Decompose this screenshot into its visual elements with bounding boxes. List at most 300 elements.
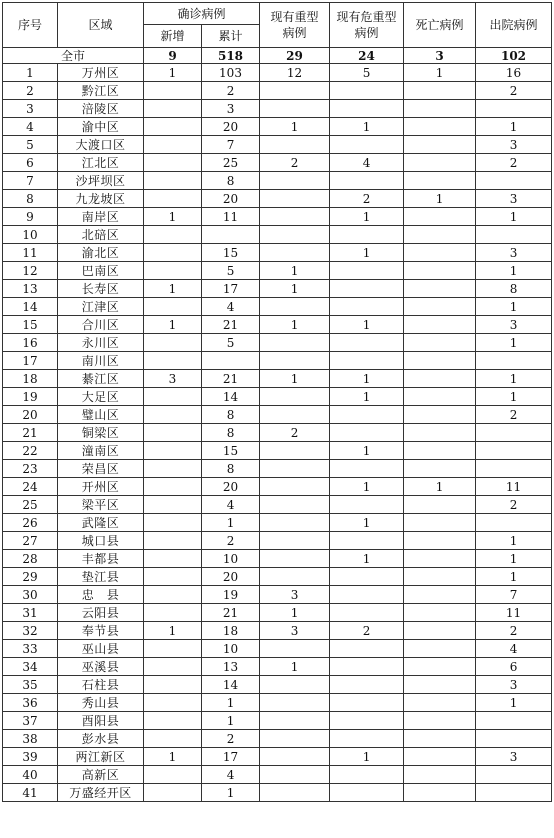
new-cell [144, 496, 202, 514]
severe-cell [260, 640, 330, 658]
cumulative-cell: 14 [202, 676, 260, 694]
table-row [3, 460, 552, 478]
region-cell: 沙坪坝区 [58, 172, 144, 190]
index-cell: 14 [3, 298, 58, 316]
severe-cell [260, 334, 330, 352]
region-cell: 巫溪县 [58, 658, 144, 676]
cumulative-cell: 7 [202, 136, 260, 154]
severe-cell [260, 478, 330, 496]
index-cell: 39 [3, 748, 58, 766]
table-row [3, 586, 552, 604]
table-row [3, 604, 552, 622]
index-cell: 24 [3, 478, 58, 496]
new-cell [144, 154, 202, 172]
cumulative-cell: 18 [202, 622, 260, 640]
cumulative-cell: 15 [202, 442, 260, 460]
deaths-cell [404, 424, 476, 442]
region-cell: 大渡口区 [58, 136, 144, 154]
cumulative-cell: 19 [202, 586, 260, 604]
deaths-cell [404, 550, 476, 568]
severe-cell: 1 [260, 658, 330, 676]
table-row [3, 514, 552, 532]
table-row [3, 784, 552, 802]
deaths-cell [404, 82, 476, 100]
new-cell [144, 514, 202, 532]
new-cell [144, 460, 202, 478]
severe-cell [260, 352, 330, 370]
severe-cell: 1 [260, 118, 330, 136]
severe-cell [260, 406, 330, 424]
deaths-cell [404, 118, 476, 136]
deaths-cell [404, 154, 476, 172]
discharged-cell [476, 226, 552, 244]
table-row [3, 64, 552, 82]
index-cell: 9 [3, 208, 58, 226]
index-cell: 32 [3, 622, 58, 640]
cumulative-cell: 4 [202, 298, 260, 316]
critical-cell [330, 100, 404, 118]
critical-cell [330, 226, 404, 244]
new-cell [144, 532, 202, 550]
index-cell: 30 [3, 586, 58, 604]
critical-cell [330, 298, 404, 316]
cumulative-cell: 2 [202, 730, 260, 748]
table-row [3, 676, 552, 694]
cumulative-cell: 5 [202, 262, 260, 280]
region-cell: 秀山县 [58, 694, 144, 712]
critical-cell: 1 [330, 442, 404, 460]
index-cell: 36 [3, 694, 58, 712]
region-cell: 铜梁区 [58, 424, 144, 442]
discharged-cell: 1 [476, 532, 552, 550]
region-cell: 大足区 [58, 388, 144, 406]
deaths-cell [404, 388, 476, 406]
deaths-cell [404, 658, 476, 676]
index-cell: 8 [3, 190, 58, 208]
new-cell [144, 244, 202, 262]
discharged-cell: 1 [476, 388, 552, 406]
table-row [3, 388, 552, 406]
region-cell: 丰都县 [58, 550, 144, 568]
table-row [3, 478, 552, 496]
table-row [3, 298, 552, 316]
table-row [3, 406, 552, 424]
severe-cell: 3 [260, 586, 330, 604]
new-cell: 1 [144, 64, 202, 82]
discharged-cell [476, 100, 552, 118]
new-cell: 1 [144, 280, 202, 298]
table-row [3, 82, 552, 100]
severe-cell: 2 [260, 154, 330, 172]
header-severe: 现有重型 病例 [260, 3, 330, 48]
header-region: 区域 [58, 3, 144, 48]
table-row [3, 100, 552, 118]
index-cell: 17 [3, 352, 58, 370]
new-cell [144, 172, 202, 190]
table-row [3, 712, 552, 730]
table-row [3, 730, 552, 748]
index-cell: 16 [3, 334, 58, 352]
severe-cell [260, 550, 330, 568]
region-cell: 巫山县 [58, 640, 144, 658]
deaths-cell [404, 496, 476, 514]
new-cell [144, 118, 202, 136]
severe-cell: 1 [260, 262, 330, 280]
new-cell [144, 352, 202, 370]
region-cell: 合川区 [58, 316, 144, 334]
new-cell [144, 568, 202, 586]
critical-cell: 2 [330, 190, 404, 208]
region-cell: 酉阳县 [58, 712, 144, 730]
deaths-cell [404, 280, 476, 298]
total-critical: 24 [330, 48, 404, 64]
new-cell [144, 586, 202, 604]
index-cell: 11 [3, 244, 58, 262]
discharged-cell: 7 [476, 586, 552, 604]
discharged-cell: 1 [476, 550, 552, 568]
region-cell: 黔江区 [58, 82, 144, 100]
severe-cell [260, 226, 330, 244]
new-cell [144, 604, 202, 622]
region-cell: 忠 县 [58, 586, 144, 604]
discharged-cell [476, 352, 552, 370]
new-cell [144, 100, 202, 118]
table-row [3, 370, 552, 388]
cumulative-cell: 2 [202, 532, 260, 550]
total-severe: 29 [260, 48, 330, 64]
index-cell: 10 [3, 226, 58, 244]
new-cell: 1 [144, 748, 202, 766]
header-critical: 现有危重型 病例 [330, 3, 404, 48]
region-cell: 永川区 [58, 334, 144, 352]
severe-cell [260, 694, 330, 712]
discharged-cell [476, 424, 552, 442]
severe-cell [260, 730, 330, 748]
index-cell: 22 [3, 442, 58, 460]
header-new: 新增 [144, 25, 202, 48]
region-cell: 綦江区 [58, 370, 144, 388]
deaths-cell [404, 586, 476, 604]
cumulative-cell: 1 [202, 694, 260, 712]
deaths-cell [404, 532, 476, 550]
severe-cell [260, 568, 330, 586]
cumulative-cell: 103 [202, 64, 260, 82]
index-cell: 25 [3, 496, 58, 514]
index-cell: 13 [3, 280, 58, 298]
severe-cell [260, 766, 330, 784]
cumulative-cell: 8 [202, 172, 260, 190]
discharged-cell: 1 [476, 370, 552, 388]
table-row [3, 568, 552, 586]
critical-cell [330, 496, 404, 514]
table-body [3, 64, 552, 802]
index-cell: 27 [3, 532, 58, 550]
deaths-cell: 1 [404, 478, 476, 496]
header-confirmed: 确诊病例 [144, 3, 260, 25]
new-cell [144, 442, 202, 460]
cumulative-cell: 15 [202, 244, 260, 262]
region-cell: 梁平区 [58, 496, 144, 514]
new-cell [144, 406, 202, 424]
index-cell: 3 [3, 100, 58, 118]
cumulative-cell [202, 226, 260, 244]
total-deaths: 3 [404, 48, 476, 64]
region-cell: 长寿区 [58, 280, 144, 298]
discharged-cell: 3 [476, 676, 552, 694]
new-cell: 1 [144, 316, 202, 334]
total-discharged: 102 [476, 48, 552, 64]
table-row [3, 550, 552, 568]
index-cell: 33 [3, 640, 58, 658]
cumulative-cell: 4 [202, 766, 260, 784]
region-cell: 北碚区 [58, 226, 144, 244]
new-cell [144, 388, 202, 406]
cumulative-cell: 25 [202, 154, 260, 172]
cumulative-cell: 4 [202, 496, 260, 514]
table-row [3, 172, 552, 190]
new-cell: 1 [144, 208, 202, 226]
table-row [3, 226, 552, 244]
deaths-cell [404, 406, 476, 424]
region-cell: 彭水县 [58, 730, 144, 748]
cumulative-cell: 20 [202, 118, 260, 136]
cumulative-cell: 21 [202, 316, 260, 334]
critical-cell [330, 406, 404, 424]
critical-cell [330, 532, 404, 550]
critical-cell: 1 [330, 748, 404, 766]
cumulative-cell: 20 [202, 568, 260, 586]
new-cell: 3 [144, 370, 202, 388]
deaths-cell [404, 370, 476, 388]
discharged-cell: 4 [476, 640, 552, 658]
discharged-cell: 2 [476, 154, 552, 172]
deaths-cell [404, 604, 476, 622]
discharged-cell [476, 766, 552, 784]
region-cell: 江北区 [58, 154, 144, 172]
discharged-cell [476, 514, 552, 532]
cumulative-cell: 11 [202, 208, 260, 226]
severe-cell [260, 100, 330, 118]
total-cumulative: 518 [202, 48, 260, 64]
critical-cell: 1 [330, 244, 404, 262]
discharged-cell: 2 [476, 82, 552, 100]
index-cell: 4 [3, 118, 58, 136]
deaths-cell [404, 766, 476, 784]
deaths-cell [404, 784, 476, 802]
table-row [3, 118, 552, 136]
index-cell: 26 [3, 514, 58, 532]
discharged-cell: 3 [476, 136, 552, 154]
discharged-cell: 1 [476, 334, 552, 352]
severe-cell [260, 784, 330, 802]
table-row [3, 496, 552, 514]
critical-cell [330, 676, 404, 694]
index-cell: 12 [3, 262, 58, 280]
new-cell [144, 766, 202, 784]
region-cell: 高新区 [58, 766, 144, 784]
severe-cell [260, 460, 330, 478]
discharged-cell: 1 [476, 568, 552, 586]
severe-cell [260, 532, 330, 550]
header-index: 序号 [3, 3, 58, 48]
critical-cell [330, 694, 404, 712]
region-cell: 垫江县 [58, 568, 144, 586]
deaths-cell [404, 748, 476, 766]
index-cell: 2 [3, 82, 58, 100]
discharged-cell [476, 730, 552, 748]
discharged-cell: 11 [476, 604, 552, 622]
discharged-cell: 6 [476, 658, 552, 676]
total-label: 全市 [3, 48, 144, 64]
critical-cell [330, 136, 404, 154]
discharged-cell: 2 [476, 406, 552, 424]
cumulative-cell: 14 [202, 388, 260, 406]
index-cell: 28 [3, 550, 58, 568]
region-cell: 城口县 [58, 532, 144, 550]
table-row [3, 694, 552, 712]
severe-cell [260, 298, 330, 316]
region-cell: 江津区 [58, 298, 144, 316]
discharged-cell: 1 [476, 118, 552, 136]
deaths-cell [404, 568, 476, 586]
index-cell: 21 [3, 424, 58, 442]
discharged-cell: 3 [476, 316, 552, 334]
critical-cell [330, 604, 404, 622]
index-cell: 6 [3, 154, 58, 172]
new-cell [144, 298, 202, 316]
table-row [3, 334, 552, 352]
deaths-cell [404, 730, 476, 748]
table-row [3, 136, 552, 154]
region-cell: 潼南区 [58, 442, 144, 460]
new-cell [144, 82, 202, 100]
new-cell [144, 226, 202, 244]
severe-cell: 3 [260, 622, 330, 640]
discharged-cell: 1 [476, 694, 552, 712]
discharged-cell: 3 [476, 190, 552, 208]
deaths-cell [404, 262, 476, 280]
critical-cell: 4 [330, 154, 404, 172]
region-cell: 荣昌区 [58, 460, 144, 478]
deaths-cell [404, 712, 476, 730]
deaths-cell [404, 514, 476, 532]
cumulative-cell: 21 [202, 604, 260, 622]
table-row [3, 532, 552, 550]
new-cell [144, 676, 202, 694]
critical-cell: 1 [330, 316, 404, 334]
table-row [3, 442, 552, 460]
cumulative-cell: 1 [202, 712, 260, 730]
region-cell: 石柱县 [58, 676, 144, 694]
new-cell [144, 136, 202, 154]
new-cell [144, 712, 202, 730]
new-cell [144, 784, 202, 802]
cumulative-cell: 8 [202, 460, 260, 478]
cumulative-cell: 21 [202, 370, 260, 388]
new-cell [144, 334, 202, 352]
severe-cell: 1 [260, 604, 330, 622]
critical-cell [330, 586, 404, 604]
index-cell: 23 [3, 460, 58, 478]
deaths-cell [404, 244, 476, 262]
index-cell: 31 [3, 604, 58, 622]
critical-cell: 5 [330, 64, 404, 82]
index-cell: 20 [3, 406, 58, 424]
severe-cell [260, 496, 330, 514]
new-cell [144, 424, 202, 442]
region-cell: 奉节县 [58, 622, 144, 640]
discharged-cell: 16 [476, 64, 552, 82]
case-table [2, 2, 552, 802]
region-cell: 璧山区 [58, 406, 144, 424]
cumulative-cell: 20 [202, 190, 260, 208]
region-cell: 巴南区 [58, 262, 144, 280]
index-cell: 7 [3, 172, 58, 190]
index-cell: 29 [3, 568, 58, 586]
region-cell: 云阳县 [58, 604, 144, 622]
discharged-cell: 2 [476, 622, 552, 640]
region-cell: 两江新区 [58, 748, 144, 766]
critical-cell [330, 172, 404, 190]
severe-cell: 1 [260, 370, 330, 388]
severe-cell: 1 [260, 316, 330, 334]
index-cell: 15 [3, 316, 58, 334]
deaths-cell: 1 [404, 190, 476, 208]
deaths-cell [404, 334, 476, 352]
table-row [3, 280, 552, 298]
critical-cell: 2 [330, 622, 404, 640]
header-cumulative: 累计 [202, 25, 260, 48]
region-cell: 万州区 [58, 64, 144, 82]
index-cell: 34 [3, 658, 58, 676]
cumulative-cell: 10 [202, 550, 260, 568]
index-cell: 19 [3, 388, 58, 406]
critical-cell [330, 568, 404, 586]
cumulative-cell: 17 [202, 280, 260, 298]
page [2, 2, 552, 802]
discharged-cell [476, 172, 552, 190]
new-cell [144, 730, 202, 748]
table-row [3, 640, 552, 658]
critical-cell: 1 [330, 388, 404, 406]
severe-cell: 2 [260, 424, 330, 442]
cumulative-cell: 20 [202, 478, 260, 496]
header-discharged: 出院病例 [476, 3, 552, 48]
severe-cell [260, 712, 330, 730]
region-cell: 涪陵区 [58, 100, 144, 118]
new-cell: 1 [144, 622, 202, 640]
cumulative-cell: 5 [202, 334, 260, 352]
severe-cell: 12 [260, 64, 330, 82]
critical-cell: 1 [330, 208, 404, 226]
critical-cell [330, 280, 404, 298]
new-cell [144, 694, 202, 712]
critical-cell [330, 658, 404, 676]
region-cell: 渝中区 [58, 118, 144, 136]
discharged-cell [476, 712, 552, 730]
header-deaths: 死亡病例 [404, 3, 476, 48]
table-row [3, 622, 552, 640]
discharged-cell: 1 [476, 262, 552, 280]
critical-cell [330, 424, 404, 442]
new-cell [144, 640, 202, 658]
critical-cell [330, 262, 404, 280]
new-cell [144, 550, 202, 568]
index-cell: 40 [3, 766, 58, 784]
cumulative-cell: 8 [202, 424, 260, 442]
total-new: 9 [144, 48, 202, 64]
severe-cell [260, 676, 330, 694]
